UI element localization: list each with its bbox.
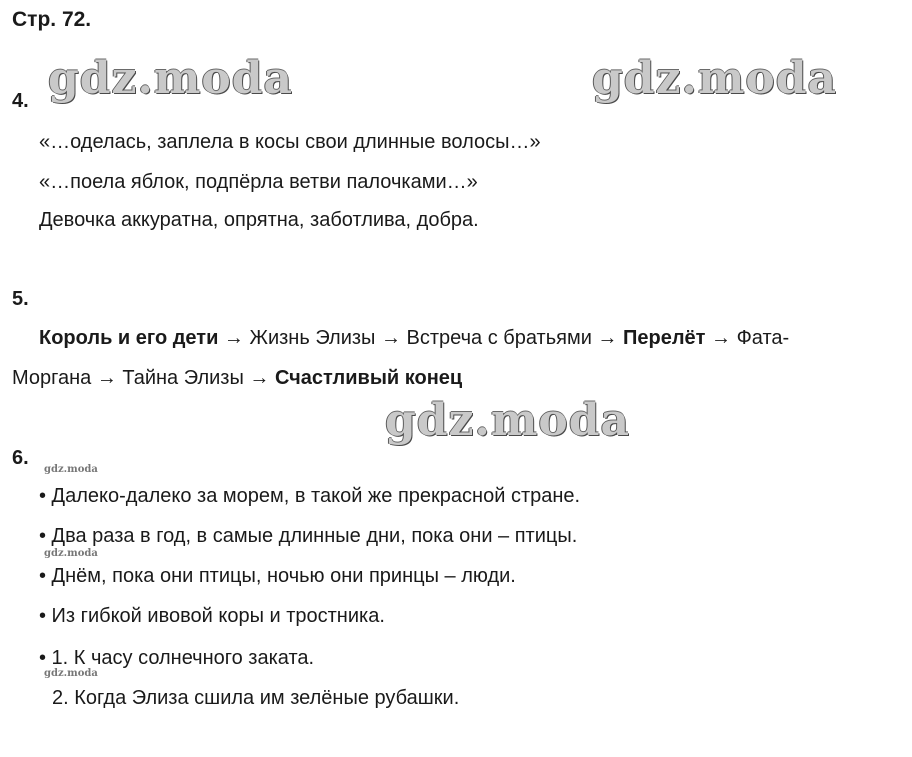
task-number: 4.: [12, 90, 29, 112]
plot-stage-bold: Король и его дети: [39, 327, 219, 349]
plot-stage-text: → Жизнь Элизы → Встреча с братьями →: [218, 327, 623, 349]
plot-sequence-line: [12, 366, 462, 390]
answer-bullet: • Далеко-далеко за морем, в такой же прекрасной стране.: [39, 485, 581, 507]
plot-sequence-line: [39, 326, 789, 350]
answer-bullet: • 1. К часу солнечного заката.: [39, 647, 315, 669]
answer-bullet: • Из гибкой ивовой коры и тростника.: [39, 605, 385, 627]
page-label: Стр. 72.: [12, 8, 92, 31]
answer-bullet: • Два раза в год, в самые длинные дни, пока они – птицы.: [39, 525, 578, 547]
plot-stage-bold: Перелёт: [622, 327, 706, 349]
answer-subitem: 2. Когда Элиза сшила им зелёные рубашки.: [52, 687, 460, 709]
watermark-small: gdz.moda: [44, 464, 98, 475]
answer-line: «…оделась, заплела в косы свои длинные волосы…»: [39, 131, 541, 153]
plot-stage-bold: Счастливый конец: [274, 367, 463, 389]
answer-line: «…поела яблок, подпёрла ветви палочками…»: [39, 171, 478, 193]
watermark-logo: gdz.moda: [48, 53, 294, 104]
watermark-small: gdz.moda: [44, 548, 98, 559]
watermark-logo: gdz.moda: [592, 53, 838, 104]
plot-stage-text: → Фата-: [705, 327, 790, 349]
task-number: 6.: [12, 447, 29, 469]
watermark-logo: gdz.moda: [385, 395, 631, 446]
task-number: 5.: [12, 288, 29, 310]
plot-stage-text: Моргана → Тайна Элизы →: [12, 367, 275, 389]
answer-line: Девочка аккуратна, опрятна, заботлива, добра.: [39, 209, 479, 231]
watermark-small: gdz.moda: [44, 668, 98, 679]
answer-bullet: • Днём, пока они птицы, ночью они принцы – люди.: [39, 565, 516, 587]
